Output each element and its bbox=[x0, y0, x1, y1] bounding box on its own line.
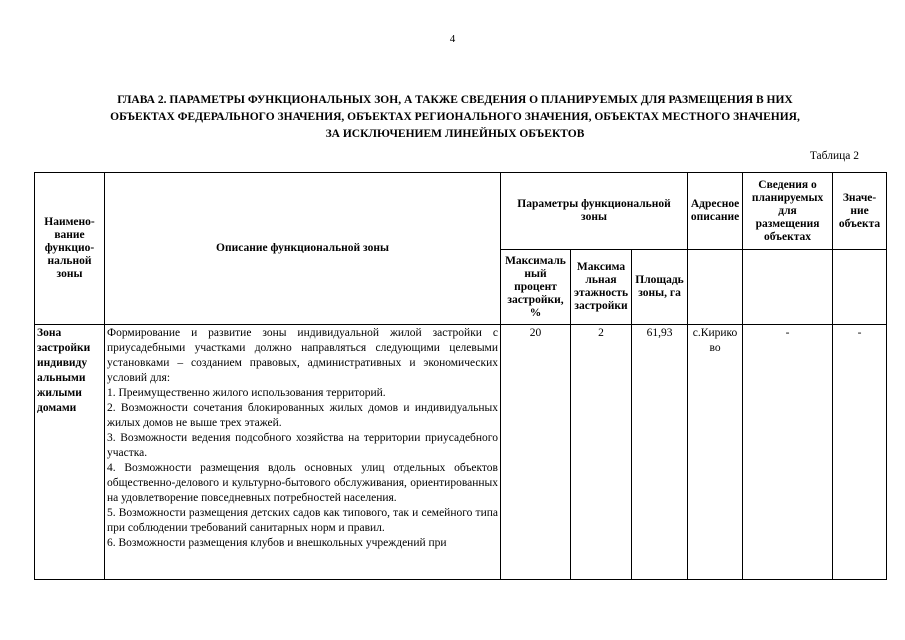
description-paragraph: 1. Преимущественно жилого использования территорий. bbox=[107, 387, 386, 399]
header-zone-name: Наимено-вание функцио-нальной зоны bbox=[35, 173, 105, 325]
max-percent-cell: 20 bbox=[501, 325, 571, 580]
header-max-floors: Максима льная этажность застройки bbox=[571, 250, 632, 325]
header-description: Описание функциональной зоны bbox=[105, 173, 501, 325]
header-address: Адресное описание bbox=[688, 173, 743, 250]
header-significance-empty bbox=[833, 250, 887, 325]
header-planned-objects: Сведения о планируемых для размещения объектах bbox=[743, 173, 833, 250]
header-significance: Значе-ние объекта bbox=[833, 173, 887, 250]
description-paragraph: 2. Возможности сочетания блокированных жилых домов и индивидуальных жилых домов не выше трех этажей. bbox=[107, 402, 498, 429]
table-row bbox=[35, 325, 887, 580]
chapter-title-line: ОБЪЕКТАХ ФЕДЕРАЛЬНОГО ЗНАЧЕНИЯ, ОБЪЕКТАХ РЕГИОНАЛЬНОГО ЗНАЧЕНИЯ, ОБЪЕКТАХ МЕСТНОГО ЗНАЧЕНИЯ, bbox=[110, 111, 800, 123]
description-paragraph: 3. Возможности ведения подсобного хозяйства на территории приусадебного участка. bbox=[107, 432, 498, 459]
description-paragraph: Формирование и развитие зоны индивидуальной жилой застройки с приусадебными участками должно направляться следующими целевыми установками – созданием правовых, административных и экономических условий для: bbox=[107, 327, 498, 384]
header-parameters: Параметры функциональной зоны bbox=[501, 173, 688, 250]
significance-cell: - bbox=[833, 325, 887, 580]
description-paragraph: 5. Возможности размещения детских садов как типового, так и семейного типа при соблюдении требований санитарных норм и правил. bbox=[107, 507, 498, 534]
max-floors-cell: 2 bbox=[571, 325, 632, 580]
chapter-title-line: ЗА ИСКЛЮЧЕНИЕМ ЛИНЕЙНЫХ ОБЪЕКТОВ bbox=[325, 128, 585, 140]
planned-objects-cell: - bbox=[743, 325, 833, 580]
description-cell bbox=[105, 325, 501, 580]
chapter-title-line: ГЛАВА 2. ПАРАМЕТРЫ ФУНКЦИОНАЛЬНЫХ ЗОН, А ТАКЖЕ СВЕДЕНИЯ О ПЛАНИРУЕМЫХ ДЛЯ РАЗМЕЩЕНИЯ В НИХ bbox=[117, 94, 793, 106]
page-number: 4 bbox=[449, 33, 456, 45]
description-paragraph: 4. Возможности размещения вдоль основных улиц отдельных объектов общественно-делового и культурно-бытового обслуживания, ориентированных на удовлетворение повседневных потребностей населения. bbox=[107, 462, 498, 504]
chapter-title bbox=[60, 92, 850, 143]
header-row bbox=[35, 173, 887, 250]
table-caption: Таблица 2 bbox=[809, 150, 859, 162]
zones-table bbox=[34, 172, 887, 580]
header-planned-empty bbox=[743, 250, 833, 325]
header-max-percent: Максималь ный процент застройки, % bbox=[501, 250, 571, 325]
area-cell: 61,93 bbox=[632, 325, 688, 580]
header-area: Площадь зоны, га bbox=[632, 250, 688, 325]
zone-name-cell: Зона застройки индивиду альными жилыми домами bbox=[35, 325, 105, 580]
description-paragraph: 6. Возможности размещения клубов и внешкольных учреждений при bbox=[107, 537, 447, 549]
address-cell: с.Кирико во bbox=[688, 325, 743, 580]
header-address-empty bbox=[688, 250, 743, 325]
